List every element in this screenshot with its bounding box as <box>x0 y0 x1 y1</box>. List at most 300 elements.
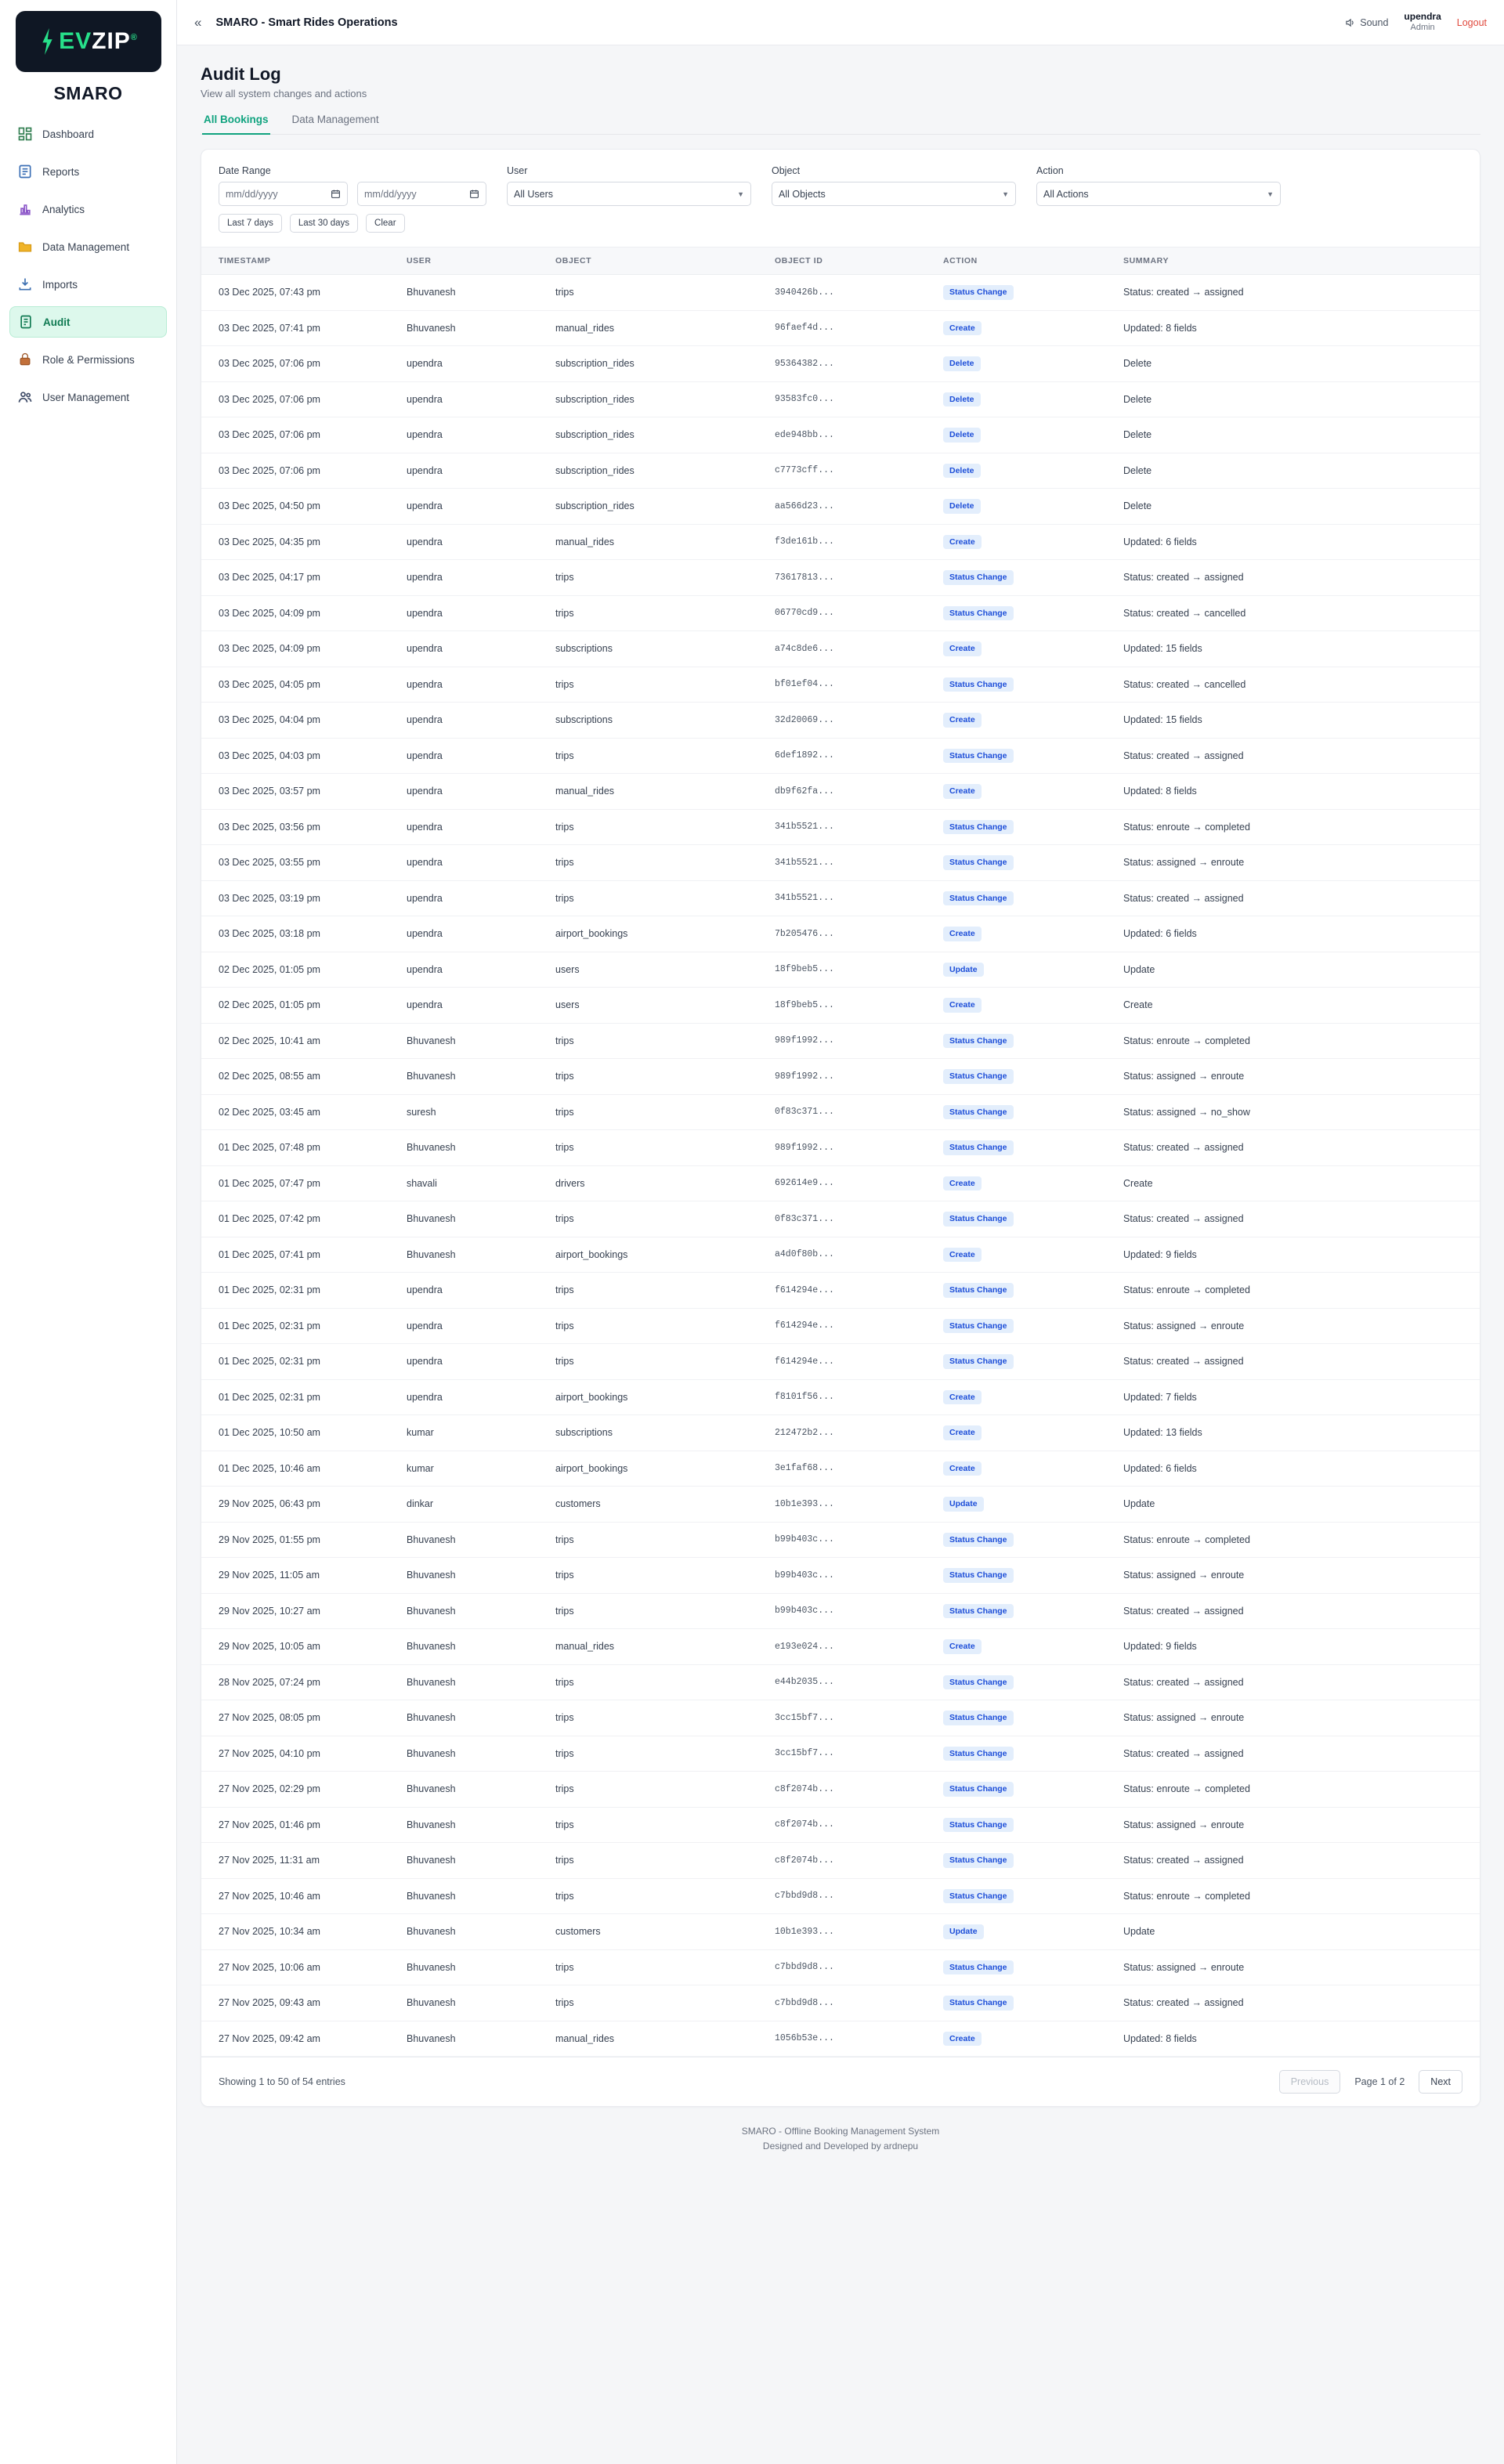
table-row[interactable] <box>201 1593 1480 1629</box>
cell-action <box>934 381 1114 417</box>
action-badge: Status Change <box>943 1889 1014 1904</box>
sidebar-item-dashboard[interactable] <box>9 118 167 150</box>
table-row[interactable] <box>201 631 1480 667</box>
cell-object: manual_rides <box>546 2021 765 2057</box>
cell-object: trips <box>546 1094 765 1130</box>
sidebar-item-reports[interactable] <box>9 156 167 187</box>
cell-summary: Updated: 13 fields <box>1114 1415 1480 1451</box>
cell-timestamp: 01 Dec 2025, 10:50 am <box>201 1415 397 1451</box>
cell-summary: Updated: 8 fields <box>1114 310 1480 346</box>
action-badge: Create <box>943 1176 982 1191</box>
cell-object: trips <box>546 1807 765 1843</box>
cell-object: trips <box>546 738 765 774</box>
cell-timestamp: 27 Nov 2025, 09:43 am <box>201 1985 397 2021</box>
cell-summary: Status: created → assigned <box>1114 1130 1480 1166</box>
cell-timestamp: 03 Dec 2025, 04:09 pm <box>201 631 397 667</box>
cell-user: upendra <box>397 631 546 667</box>
date-from-input[interactable] <box>219 182 348 206</box>
action-badge: Status Change <box>943 1140 1014 1155</box>
quick-last-7-days-button[interactable]: Last 7 days <box>219 214 282 233</box>
action-badge: Delete <box>943 392 981 407</box>
cell-user: upendra <box>397 1344 546 1380</box>
cell-summary: Status: created → assigned <box>1114 1843 1480 1879</box>
sidebar-collapse-button[interactable]: « <box>194 15 202 30</box>
table-row[interactable] <box>201 1130 1480 1166</box>
cell-summary: Status: created → assigned <box>1114 880 1480 916</box>
cell-object: trips <box>546 1059 765 1095</box>
table-row[interactable] <box>201 1664 1480 1700</box>
cell-user: Bhuvanesh <box>397 1664 546 1700</box>
cell-action <box>934 1807 1114 1843</box>
cell-action <box>934 346 1114 382</box>
cell-user: upendra <box>397 346 546 382</box>
table-row[interactable] <box>201 275 1480 311</box>
cell-user: Bhuvanesh <box>397 310 546 346</box>
cell-summary: Create <box>1114 1165 1480 1201</box>
cell-timestamp: 29 Nov 2025, 06:43 pm <box>201 1487 397 1523</box>
column-timestamp: TIMESTAMP <box>201 247 397 275</box>
action-badge: Status Change <box>943 1782 1014 1797</box>
cell-action <box>934 1451 1114 1487</box>
table-row[interactable] <box>201 489 1480 525</box>
table-row[interactable] <box>201 1451 1480 1487</box>
analytics-icon <box>17 201 33 217</box>
cell-timestamp: 01 Dec 2025, 02:31 pm <box>201 1344 397 1380</box>
table-row[interactable] <box>201 1201 1480 1237</box>
cell-summary: Status: enroute → completed <box>1114 1023 1480 1059</box>
sidebar-item-audit[interactable] <box>9 306 167 338</box>
cell-user: suresh <box>397 1094 546 1130</box>
cell-action <box>934 880 1114 916</box>
cell-timestamp: 03 Dec 2025, 03:18 pm <box>201 916 397 952</box>
cell-object-id: f8101f56... <box>765 1379 934 1415</box>
cell-action <box>934 809 1114 845</box>
cell-summary: Delete <box>1114 489 1480 525</box>
cell-action <box>934 1949 1114 1985</box>
cell-action <box>934 1878 1114 1914</box>
cell-user: upendra <box>397 1273 546 1309</box>
cell-summary: Status: enroute → completed <box>1114 1772 1480 1808</box>
cell-object: trips <box>546 845 765 881</box>
object-filter-select[interactable] <box>772 182 1016 206</box>
cell-action <box>934 417 1114 453</box>
cell-object: trips <box>546 1664 765 1700</box>
action-badge: Status Change <box>943 1069 1014 1084</box>
action-badge: Update <box>943 963 984 977</box>
column-summary: SUMMARY <box>1114 247 1480 275</box>
registered-mark: ® <box>130 33 138 42</box>
cell-object-id: f614294e... <box>765 1308 934 1344</box>
pagination <box>1279 2070 1462 2094</box>
cell-action <box>934 275 1114 311</box>
sidebar-item-user-management[interactable] <box>9 381 167 413</box>
table-row[interactable] <box>201 880 1480 916</box>
column-action: ACTION <box>934 247 1114 275</box>
table-row[interactable] <box>201 524 1480 560</box>
cell-object: subscription_rides <box>546 381 765 417</box>
cell-action <box>934 1593 1114 1629</box>
cell-object: manual_rides <box>546 774 765 810</box>
page-title: Audit Log <box>201 64 281 84</box>
cell-action <box>934 774 1114 810</box>
table-row[interactable] <box>201 1237 1480 1273</box>
cell-object-id: aa566d23... <box>765 489 934 525</box>
page-info: Page 1 of 2 <box>1354 2076 1405 2087</box>
cell-object-id: e193e024... <box>765 1629 934 1665</box>
action-badge: Status Change <box>943 1283 1014 1298</box>
cell-summary: Updated: 9 fields <box>1114 1237 1480 1273</box>
cell-user: shavali <box>397 1165 546 1201</box>
cell-timestamp: 01 Dec 2025, 02:31 pm <box>201 1273 397 1309</box>
cell-timestamp: 27 Nov 2025, 02:29 pm <box>201 1772 397 1808</box>
cell-action <box>934 1522 1114 1558</box>
cell-timestamp: 03 Dec 2025, 07:06 pm <box>201 417 397 453</box>
cell-object: users <box>546 988 765 1024</box>
cell-object-id: a4d0f80b... <box>765 1237 934 1273</box>
cell-object-id: c8f2074b... <box>765 1843 934 1879</box>
sidebar-item-imports[interactable] <box>9 269 167 300</box>
cell-action <box>934 1629 1114 1665</box>
cell-object-id: 32d20069... <box>765 703 934 739</box>
cell-object-id: 3940426b... <box>765 275 934 311</box>
object-filter <box>772 165 1016 233</box>
cell-object: trips <box>546 1023 765 1059</box>
cell-object: subscription_rides <box>546 346 765 382</box>
cell-object-id: 341b5521... <box>765 880 934 916</box>
cell-object-id: b99b403c... <box>765 1558 934 1594</box>
cell-object: drivers <box>546 1165 765 1201</box>
cell-user: kumar <box>397 1415 546 1451</box>
table-row[interactable] <box>201 916 1480 952</box>
table-row[interactable] <box>201 952 1480 988</box>
table-row[interactable] <box>201 1165 1480 1201</box>
cell-timestamp: 03 Dec 2025, 04:09 pm <box>201 595 397 631</box>
table-row[interactable] <box>201 774 1480 810</box>
action-filter <box>1036 165 1281 233</box>
date-to-input[interactable] <box>357 182 486 206</box>
cell-user: upendra <box>397 809 546 845</box>
cell-user: upendra <box>397 1308 546 1344</box>
cell-object: trips <box>546 1522 765 1558</box>
action-badge: Create <box>943 784 982 799</box>
table-row[interactable] <box>201 1700 1480 1736</box>
table-row[interactable] <box>201 595 1480 631</box>
tab-all-bookings[interactable]: All Bookings <box>202 114 270 135</box>
action-badge: Create <box>943 998 982 1013</box>
cell-timestamp: 28 Nov 2025, 07:24 pm <box>201 1664 397 1700</box>
showing-entries-label: Showing 1 to 50 of 54 entries <box>219 2076 345 2087</box>
bolt-icon <box>38 28 56 55</box>
cell-summary: Updated: 6 fields <box>1114 916 1480 952</box>
user-filter-value: All Users <box>514 188 554 200</box>
cell-object-id: 341b5521... <box>765 845 934 881</box>
cell-timestamp: 02 Dec 2025, 03:45 am <box>201 1094 397 1130</box>
table-footer <box>201 2057 1480 2106</box>
cell-timestamp: 01 Dec 2025, 02:31 pm <box>201 1308 397 1344</box>
table-row[interactable] <box>201 1914 1480 1950</box>
object-filter-value: All Objects <box>779 188 826 200</box>
cell-action <box>934 2021 1114 2057</box>
cell-user: upendra <box>397 738 546 774</box>
cell-object: airport_bookings <box>546 1451 765 1487</box>
cell-object: trips <box>546 809 765 845</box>
sidebar-item-label: Analytics <box>42 203 85 215</box>
table-row[interactable] <box>201 1736 1480 1772</box>
sound-toggle[interactable] <box>1344 17 1388 28</box>
cell-timestamp: 29 Nov 2025, 10:05 am <box>201 1629 397 1665</box>
sidebar-item-label: Data Management <box>42 240 130 253</box>
cell-summary: Status: assigned → enroute <box>1114 1308 1480 1344</box>
table-row[interactable] <box>201 1059 1480 1095</box>
chevron-down-icon: ▼ <box>1267 190 1274 198</box>
cell-timestamp: 03 Dec 2025, 07:41 pm <box>201 310 397 346</box>
cell-action <box>934 1344 1114 1380</box>
sidebar-item-data-management[interactable] <box>9 231 167 262</box>
user-filter <box>507 165 751 233</box>
table-row[interactable] <box>201 1344 1480 1380</box>
cell-object: trips <box>546 1700 765 1736</box>
table-row[interactable] <box>201 1558 1480 1594</box>
cell-timestamp: 29 Nov 2025, 10:27 am <box>201 1593 397 1629</box>
cell-object-id: c7bbd9d8... <box>765 1985 934 2021</box>
cell-object-id: 3cc15bf7... <box>765 1736 934 1772</box>
chevron-down-icon: ▼ <box>737 190 744 198</box>
cell-summary: Status: assigned → enroute <box>1114 1558 1480 1594</box>
next-page-button[interactable]: Next <box>1419 2070 1462 2094</box>
cell-user: Bhuvanesh <box>397 1593 546 1629</box>
cell-timestamp: 03 Dec 2025, 03:57 pm <box>201 774 397 810</box>
cell-object: trips <box>546 1558 765 1594</box>
cell-action <box>934 1914 1114 1950</box>
table-row[interactable] <box>201 1379 1480 1415</box>
cell-timestamp: 03 Dec 2025, 04:03 pm <box>201 738 397 774</box>
cell-summary: Update <box>1114 1487 1480 1523</box>
cell-timestamp: 03 Dec 2025, 03:19 pm <box>201 880 397 916</box>
cell-object: trips <box>546 1772 765 1808</box>
table-row[interactable] <box>201 560 1480 596</box>
table-row[interactable] <box>201 2021 1480 2057</box>
cell-object-id: 10b1e393... <box>765 1914 934 1950</box>
cell-summary: Delete <box>1114 346 1480 382</box>
cell-object: customers <box>546 1487 765 1523</box>
action-badge: Status Change <box>943 677 1014 692</box>
cell-object: trips <box>546 1985 765 2021</box>
user-name: upendra <box>1404 11 1441 23</box>
folder-icon <box>17 239 33 255</box>
audit-log-card <box>201 149 1480 2107</box>
table-row[interactable] <box>201 346 1480 382</box>
sidebar-item-label: Dashboard <box>42 128 95 140</box>
cell-object: manual_rides <box>546 524 765 560</box>
table-row[interactable] <box>201 453 1480 489</box>
cell-summary: Status: created → assigned <box>1114 1664 1480 1700</box>
cell-user: Bhuvanesh <box>397 275 546 311</box>
cell-object-id: c7bbd9d8... <box>765 1949 934 1985</box>
cell-action <box>934 916 1114 952</box>
cell-user: upendra <box>397 560 546 596</box>
quick-last-30-days-button[interactable]: Last 30 days <box>290 214 358 233</box>
cell-timestamp: 27 Nov 2025, 01:46 pm <box>201 1807 397 1843</box>
cell-action <box>934 1308 1114 1344</box>
action-badge: Status Change <box>943 1034 1014 1049</box>
date-range-filter <box>219 165 486 233</box>
cell-action <box>934 1023 1114 1059</box>
cell-user: Bhuvanesh <box>397 1949 546 1985</box>
user-filter-select[interactable] <box>507 182 751 206</box>
cell-summary: Status: created → assigned <box>1114 1201 1480 1237</box>
action-badge: Delete <box>943 428 981 443</box>
cell-object-id: c8f2074b... <box>765 1807 934 1843</box>
brand-logo-suffix: ZIP <box>92 28 131 54</box>
table-row[interactable] <box>201 310 1480 346</box>
sidebar-item-analytics[interactable] <box>9 193 167 225</box>
logout-button[interactable]: Logout <box>1456 16 1487 28</box>
cell-action <box>934 1487 1114 1523</box>
action-badge: Status Change <box>943 1568 1014 1583</box>
table-row[interactable] <box>201 1487 1480 1523</box>
table-row[interactable] <box>201 1273 1480 1309</box>
cell-user: Bhuvanesh <box>397 1201 546 1237</box>
action-badge: Status Change <box>943 285 1014 300</box>
cell-summary: Updated: 6 fields <box>1114 524 1480 560</box>
table-row[interactable] <box>201 381 1480 417</box>
table-header <box>201 247 1480 275</box>
sidebar <box>0 0 177 2464</box>
cell-user: Bhuvanesh <box>397 1558 546 1594</box>
cell-summary: Status: created → assigned <box>1114 560 1480 596</box>
date-range-label: Date Range <box>219 165 271 176</box>
cell-object: trips <box>546 1273 765 1309</box>
cell-user: upendra <box>397 880 546 916</box>
cell-action <box>934 631 1114 667</box>
table-row[interactable] <box>201 1878 1480 1914</box>
table-row[interactable] <box>201 1415 1480 1451</box>
cell-timestamp: 27 Nov 2025, 09:42 am <box>201 2021 397 2057</box>
cell-object: subscriptions <box>546 703 765 739</box>
sidebar-item-label: Audit <box>43 316 70 328</box>
cell-timestamp: 03 Dec 2025, 04:35 pm <box>201 524 397 560</box>
cell-user: Bhuvanesh <box>397 1522 546 1558</box>
cell-timestamp: 02 Dec 2025, 01:05 pm <box>201 952 397 988</box>
date-from-placeholder: mm/dd/yyyy <box>226 188 278 200</box>
table-row[interactable] <box>201 988 1480 1024</box>
cell-action <box>934 524 1114 560</box>
cell-user: upendra <box>397 916 546 952</box>
cell-user: Bhuvanesh <box>397 1237 546 1273</box>
cell-object-id: 96faef4d... <box>765 310 934 346</box>
cell-user: Bhuvanesh <box>397 1772 546 1808</box>
action-filter-select[interactable] <box>1036 182 1281 206</box>
cell-object-id: f614294e... <box>765 1273 934 1309</box>
cell-object: trips <box>546 1843 765 1879</box>
table-row[interactable] <box>201 1023 1480 1059</box>
cell-summary: Status: enroute → completed <box>1114 809 1480 845</box>
cell-object: subscription_rides <box>546 453 765 489</box>
cell-summary: Updated: 9 fields <box>1114 1629 1480 1665</box>
column-object: OBJECT <box>546 247 765 275</box>
cell-user: Bhuvanesh <box>397 1985 546 2021</box>
table-row[interactable] <box>201 417 1480 453</box>
sidebar-item-role-permissions[interactable] <box>9 344 167 375</box>
cell-object: trips <box>546 1308 765 1344</box>
cell-action <box>934 560 1114 596</box>
table-row[interactable] <box>201 845 1480 881</box>
table-row[interactable] <box>201 1807 1480 1843</box>
cell-summary: Status: created → assigned <box>1114 1985 1480 2021</box>
tab-data-management[interactable]: Data Management <box>291 114 379 125</box>
action-badge: Status Change <box>943 1853 1014 1868</box>
cell-user: Bhuvanesh <box>397 1023 546 1059</box>
cell-summary: Delete <box>1114 417 1480 453</box>
table-body <box>201 275 1480 2057</box>
brand-logo-prefix: EV <box>59 28 92 54</box>
table-row[interactable] <box>201 1949 1480 1985</box>
action-badge: Create <box>943 321 982 336</box>
cell-action <box>934 595 1114 631</box>
cell-user: upendra <box>397 988 546 1024</box>
cell-user: upendra <box>397 381 546 417</box>
cell-action <box>934 667 1114 703</box>
cell-action <box>934 1273 1114 1309</box>
cell-user: upendra <box>397 703 546 739</box>
table-row[interactable] <box>201 703 1480 739</box>
cell-action <box>934 1094 1114 1130</box>
footer-line-2: Designed and Developed by ardnepu <box>762 2141 919 2152</box>
cell-user: Bhuvanesh <box>397 1914 546 1950</box>
action-badge: Status Change <box>943 820 1014 835</box>
cell-summary: Status: created → cancelled <box>1114 667 1480 703</box>
reports-icon <box>17 164 33 179</box>
table-row[interactable] <box>201 667 1480 703</box>
cell-object: trips <box>546 1130 765 1166</box>
table-row[interactable] <box>201 1094 1480 1130</box>
action-badge: Create <box>943 641 982 656</box>
table-row[interactable] <box>201 1985 1480 2021</box>
user-menu[interactable] <box>1404 11 1441 34</box>
sidebar-item-label: User Management <box>42 391 130 403</box>
cell-summary: Status: assigned → enroute <box>1114 845 1480 881</box>
table-row[interactable] <box>201 1308 1480 1344</box>
table-row[interactable] <box>201 809 1480 845</box>
cell-action <box>934 988 1114 1024</box>
table-row[interactable] <box>201 1772 1480 1808</box>
cell-object-id: 989f1992... <box>765 1130 934 1166</box>
table-row[interactable] <box>201 1843 1480 1879</box>
cell-object-id: 0f83c371... <box>765 1094 934 1130</box>
cell-action <box>934 453 1114 489</box>
cell-user: upendra <box>397 453 546 489</box>
cell-timestamp: 27 Nov 2025, 08:05 pm <box>201 1700 397 1736</box>
table-row[interactable] <box>201 1522 1480 1558</box>
cell-summary: Update <box>1114 952 1480 988</box>
action-filter-label: Action <box>1036 165 1064 176</box>
cell-action <box>934 1237 1114 1273</box>
sidebar-item-label: Role & Permissions <box>42 353 135 366</box>
cell-user: Bhuvanesh <box>397 1059 546 1095</box>
quick-clear-button[interactable]: Clear <box>366 214 404 233</box>
cell-timestamp: 03 Dec 2025, 07:06 pm <box>201 346 397 382</box>
cell-summary: Status: enroute → completed <box>1114 1522 1480 1558</box>
action-badge: Status Change <box>943 570 1014 585</box>
previous-page-button[interactable]: Previous <box>1279 2070 1341 2094</box>
cell-object: manual_rides <box>546 1629 765 1665</box>
table-row[interactable] <box>201 1629 1480 1665</box>
cell-summary: Update <box>1114 1914 1480 1950</box>
table-row[interactable] <box>201 738 1480 774</box>
cell-user: Bhuvanesh <box>397 1736 546 1772</box>
cell-timestamp: 02 Dec 2025, 08:55 am <box>201 1059 397 1095</box>
action-badge: Create <box>943 1639 982 1654</box>
